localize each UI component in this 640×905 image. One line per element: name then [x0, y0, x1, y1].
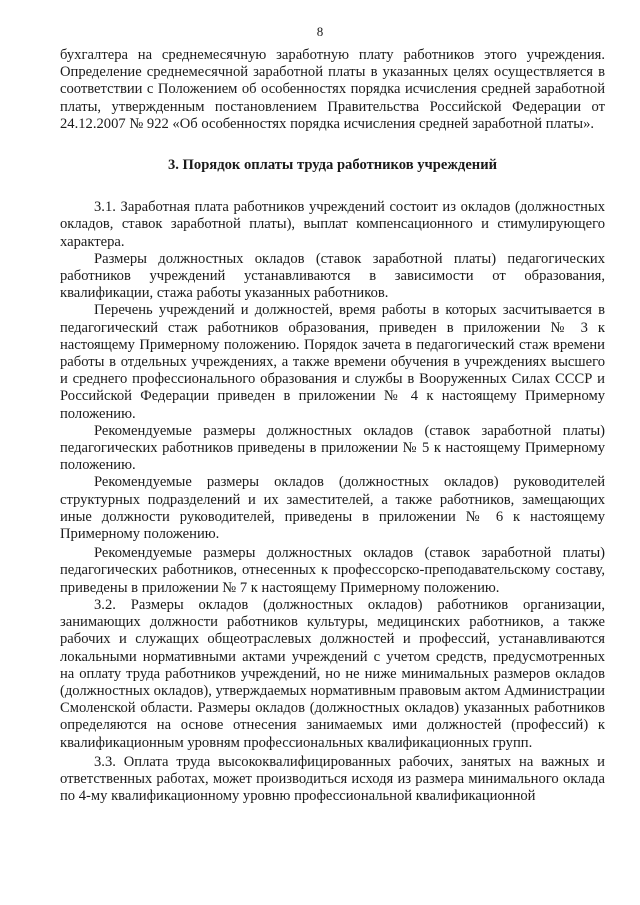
document-body [60, 47, 605, 805]
paragraph-3-3: 3.3. Оплата труда высококвалифицированных рабочих, занятых на важных и ответственных работах, может производиться исходя из размера минимального оклада по 4-му квалификационному уровню профессиональной квалификационной [60, 753, 605, 805]
paragraph-annex-6: Рекомендуемые размеры окладов (должностных окладов) руководителей структурных подразделений и их заместителей, а также работников, замещающих иные должности руководителей, приведены в приложении № 6 к настоящему Примерному положению. [60, 474, 605, 543]
paragraph-pedagogical-experience: Перечень учреждений и должностей, время работы в которых засчитывается в педагогический стаж работников образования, приведен в приложении № 3 к настоящему Примерному положению. Порядок зачета в педагогический стаж времени работы в отдельных учреждениях, а также времени обучения в учреждениях высшего и среднего профессионального образования и службы в Вооруженных Силах СССР и Российской Федерации приведен в приложении № 4 к настоящему Примерному положению. [60, 302, 605, 422]
paragraph-salary-sizes: Размеры должностных окладов (ставок заработной платы) педагогических работников учреждений устанавливаются в зависимости от образования, квалификации, стажа работы указанных работников. [60, 250, 605, 302]
section-heading: 3. Порядок оплаты труда работников учреждений [167, 157, 498, 174]
paragraph-annex-7: Рекомендуемые размеры должностных окладов (ставок заработной платы) педагогических работников, отнесенных к профессорско-преподавательскому составу, приведены в приложении № 7 к настоящему Примерному положению. [60, 545, 605, 596]
continuation-paragraph: бухгалтера на среднемесячную заработную плату работников этого учреждения. Определение среднемесячной заработной платы в указанных целях осуществляется в соответствии с Положением об особенностях порядка исчисления средней заработной платы, утвержденным постановлением Правительства Российской Федерации от 24.12.2007 № 922 «Об особенностях порядка исчисления средней заработной платы». [60, 47, 605, 132]
paragraph-3-1: 3.1. Заработная плата работников учреждений состоит из окладов (должностных окладов, ставок заработной платы), выплат компенсационного и стимулирующего характера. [60, 199, 605, 250]
paragraph-annex-5: Рекомендуемые размеры должностных окладов (ставок заработной платы) педагогических работников приведены в приложении № 5 к настоящему Примерному положению. [60, 422, 605, 474]
paragraph-3-2: 3.2. Размеры окладов (должностных окладов) работников организации, занимающих должности работников культуры, медицинских работников, а также рабочих и служащих общеотраслевых должностей и профессий, устанавливаются локальными нормативными актами учреждений с учетом средств, предусмотренных на оплату труда работников учреждений, но не ниже минимальных размеров окладов (должностных окладов), утверждаемых нормативным правовым актом Администрации Смоленской области. Размеры окладов (должностных окладов) указанных работников определяются на основе отнесения занимаемых ими должностей (профессий) к квалификационным уровням профессиональных квалификационных групп. [60, 596, 605, 751]
page-number: 8 [316, 24, 324, 39]
